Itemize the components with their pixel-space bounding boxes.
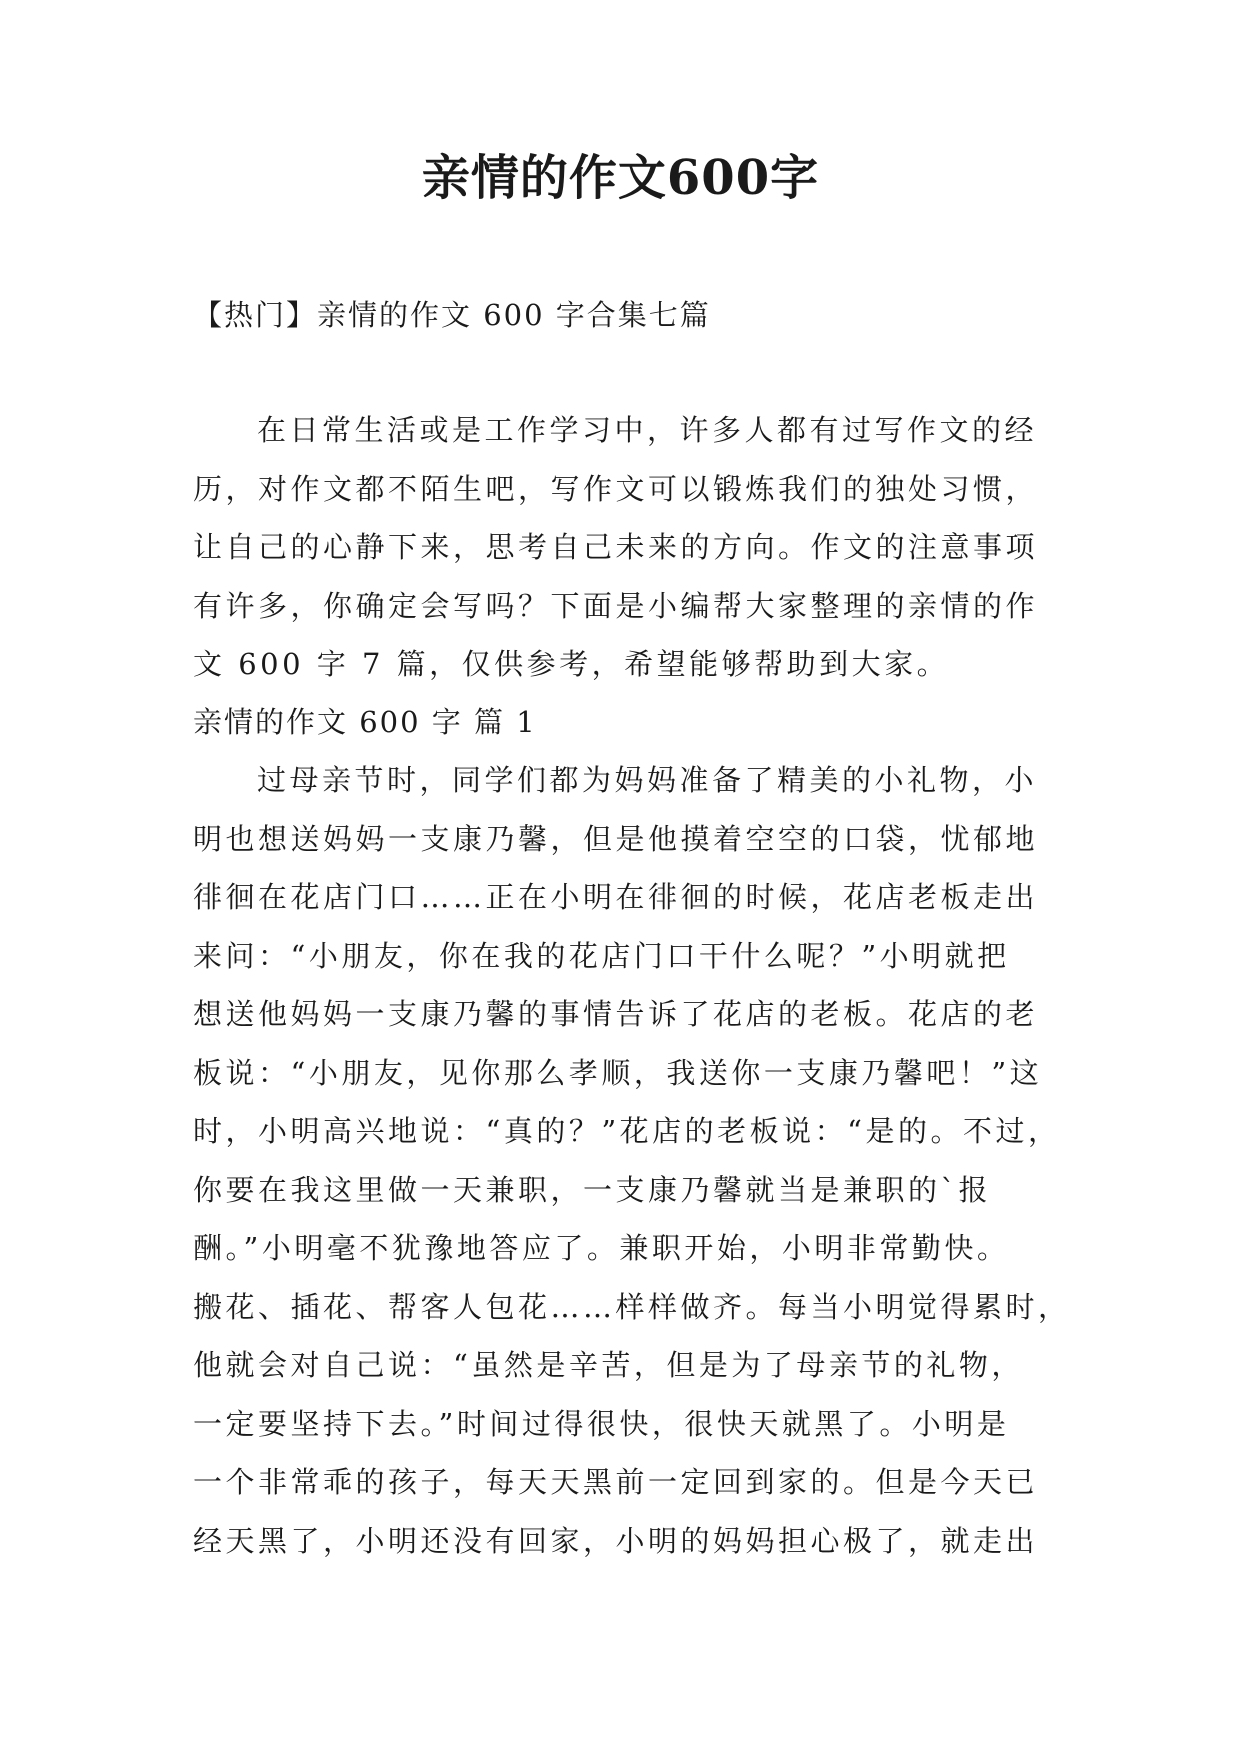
essay-line: 板说：“小朋友，见你那么孝顺，我送你一支康乃馨吧！”这 (193, 1055, 1043, 1090)
intro-line: 文 600 字 7 篇，仅供参考，希望能够帮助到大家。 (193, 647, 950, 681)
essay-line: 明也想送妈妈一支康乃馨，但是他摸着空空的口袋，忧郁地 (193, 821, 1039, 856)
essay-line: 一个非常乖的孩子，每天天黑前一定回到家的。但是今天已 (193, 1465, 1039, 1499)
document-subtitle: 【热门】亲情的作文 600 字合集七篇 (193, 298, 711, 332)
essay-paragraph (193, 751, 1071, 1570)
essay-line: 过母亲节时，同学们都为妈妈准备了精美的小礼物，小 (257, 763, 1038, 797)
intro-line: 在日常生活或是工作学习中，许多人都有过写作文的经 (257, 413, 1038, 447)
intro-paragraph (193, 401, 1053, 694)
essay-line: 来问：“小朋友，你在我的花店门口干什么呢？”小明就把 (193, 938, 1010, 973)
intro-line: 有许多，你确定会写吗？下面是小编帮大家整理的亲情的作 (193, 588, 1039, 623)
section-heading: 亲情的作文 600 字 篇 1 (193, 705, 537, 739)
essay-line: 一定要坚持下去。”时间过得很快，很快天就黑了。小明是 (193, 1406, 1010, 1441)
intro-line: 让自己的心静下来，思考自己未来的方向。作文的注意事项 (193, 530, 1039, 564)
essay-line: 时，小明高兴地说：“真的？”花店的老板说：“是的。不过， (193, 1114, 1061, 1148)
essay-line: 酬。”小明毫不犹豫地答应了。兼职开始，小明非常勤快。 (193, 1231, 1010, 1265)
essay-line: 你要在我这里做一天兼职，一支康乃馨就当是兼职的`报 (193, 1172, 992, 1207)
essay-line: 搬花、插花、帮客人包花……样样做齐。每当小明觉得累时， (193, 1289, 1071, 1324)
essay-line: 想送他妈妈一支康乃馨的事情告诉了花店的老板。花店的老 (193, 997, 1039, 1031)
intro-line: 历，对作文都不陌生吧，写作文可以锻炼我们的独处习惯， (193, 471, 1039, 506)
essay-line: 徘徊在花店门口……正在小明在徘徊的时候，花店老板走出 (193, 880, 1039, 914)
document-title: 亲情的作文600字 (421, 150, 820, 206)
essay-line: 他就会对自己说：“虽然是辛苦，但是为了母亲节的礼物， (193, 1348, 1024, 1382)
essay-line: 经天黑了，小明还没有回家，小明的妈妈担心极了，就走出 (193, 1523, 1039, 1558)
